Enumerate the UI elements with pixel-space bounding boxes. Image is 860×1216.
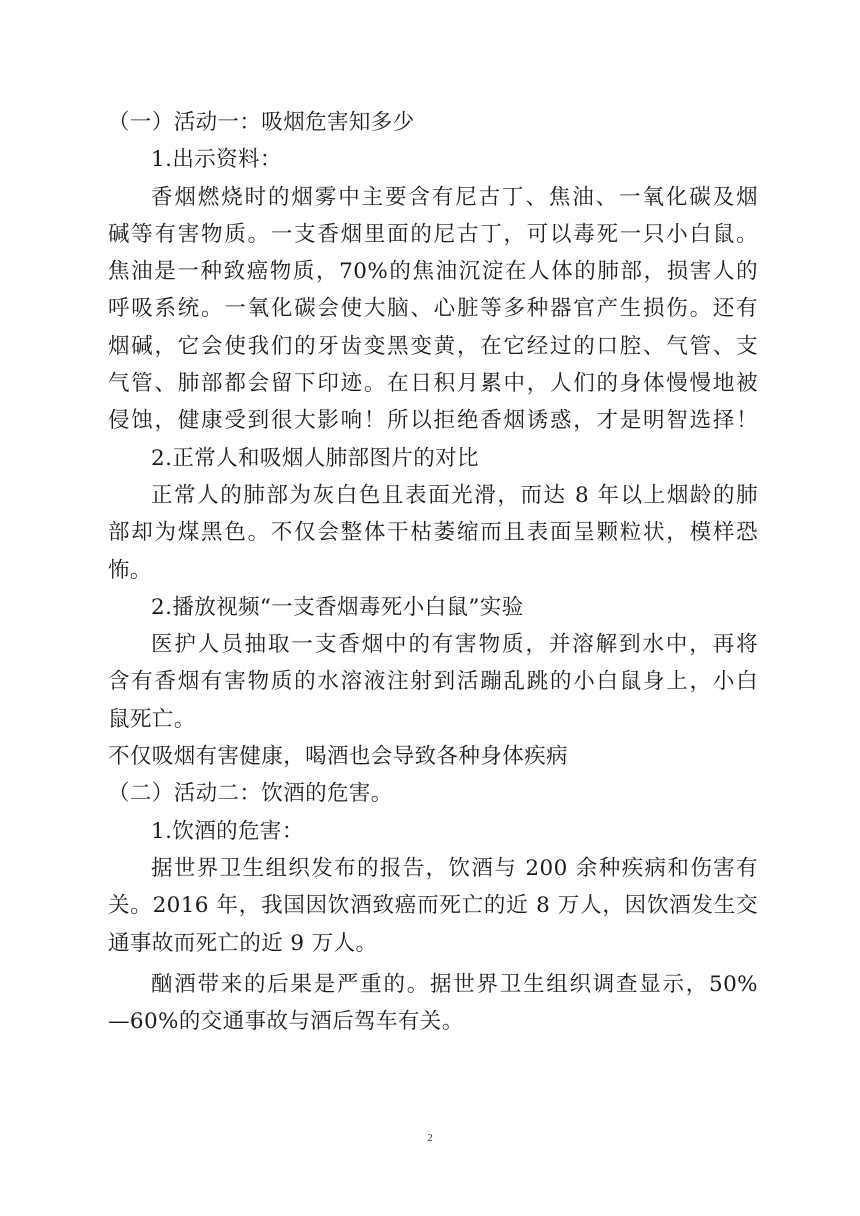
text-line: 香烟燃烧时的烟雾中主要含有尼古丁、焦油、一氧化碳及烟 — [151, 184, 758, 210]
text-line: 鼠死亡。 — [108, 706, 196, 732]
text-line: 怖。 — [108, 557, 152, 583]
section-heading-activity-two: （二）活动二：饮酒的危害。 — [108, 781, 393, 807]
text-line: 医护人员抽取一支香烟中的有害物质，并溶解到水中，再将 — [151, 632, 758, 658]
subheading-lung-comparison: 2.正常人和吸烟人肺部图片的对比 — [151, 445, 479, 471]
text-line: 部却为煤黑色。不仅会整体干枯萎缩而且表面呈颗粒状，模样恐 — [108, 520, 758, 546]
text-line: 正常人的肺部为灰白色且表面光滑，而达 8 年以上烟龄的肺 — [151, 482, 758, 508]
page-number: 2 — [427, 1132, 433, 1144]
text-line: 呼吸系统。一氧化碳会使大脑、心脏等多种器官产生损伤。还有 — [108, 296, 758, 322]
transition-sentence: 不仅吸烟有害健康，喝酒也会导致各种身体疾病 — [108, 744, 568, 770]
text-line: —60%的交通事故与酒后驾车有关。 — [108, 1009, 464, 1035]
text-line: 通事故而死亡的近 9 万人。 — [108, 930, 378, 956]
text-line: 关。2016 年，我国因饮酒致癌而死亡的近 8 万人，因饮酒发生交 — [108, 893, 758, 919]
text-line: 碱等有害物质。一支香烟里面的尼古丁，可以毒死一只小白鼠。 — [108, 221, 758, 247]
document-body — [108, 104, 758, 1040]
subheading-drinking-harm: 1.饮酒的危害： — [151, 818, 304, 844]
text-line: 烟碱，它会使我们的牙齿变黑变黄，在它经过的口腔、气管、支 — [108, 333, 758, 359]
text-line: 含有香烟有害物质的水溶液注射到活蹦乱跳的小白鼠身上，小白 — [108, 669, 758, 695]
text-line: 气管、肺部都会留下印迹。在日积月累中，人们的身体慢慢地被 — [108, 371, 758, 397]
text-line: 酗酒带来的后果是严重的。据世界卫生组织调查显示，50% — [151, 971, 758, 997]
subheading-play-video: 2.播放视频“一支香烟毒死小白鼠”实验 — [151, 594, 524, 620]
text-line: 焦油是一种致癌物质，70%的焦油沉淀在人体的肺部，损害人的 — [108, 259, 758, 285]
text-line: 侵蚀，健康受到很大影响！所以拒绝香烟诱惑，才是明智选择！ — [108, 408, 758, 434]
section-heading-activity-one: （一）活动一：吸烟危害知多少 — [108, 110, 415, 135]
subheading-show-materials: 1.出示资料： — [151, 147, 282, 173]
text-line: 据世界卫生组织发布的报告，饮酒与 200 余种疾病和伤害有 — [151, 855, 758, 881]
